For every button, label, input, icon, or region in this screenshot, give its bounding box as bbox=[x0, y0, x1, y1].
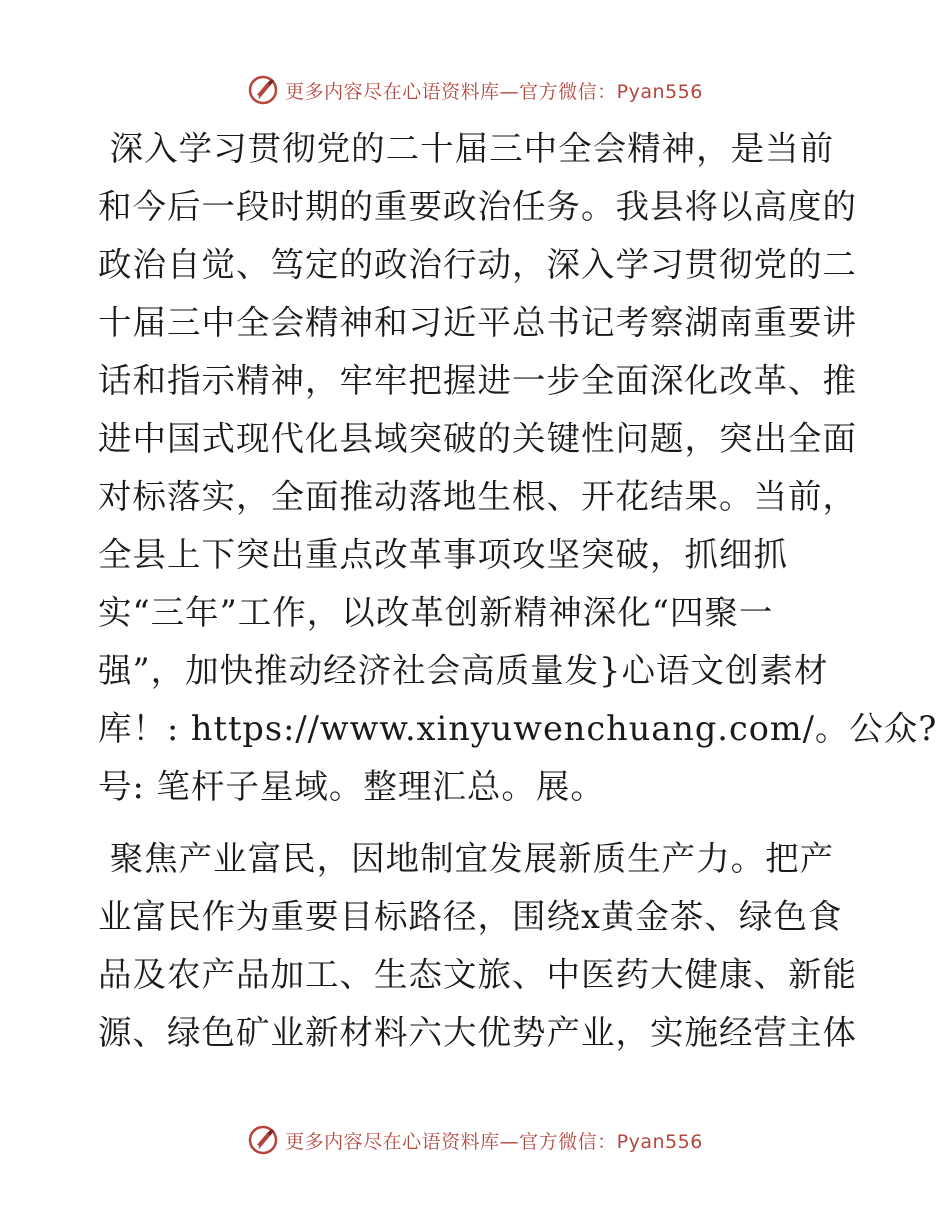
text-line: 对标落实，全面推动落地生根、开花结果。当前， bbox=[98, 477, 857, 516]
text-line: 和今后一段时期的重要政治任务。我县将以高度的 bbox=[98, 187, 857, 226]
quill-logo-icon bbox=[247, 1124, 279, 1156]
text-line: 业富民作为重要目标路径，围绕x黄金茶、绿色食 bbox=[98, 897, 843, 936]
text-line: 实“三年”工作，以改革创新精神深化“四聚一 bbox=[98, 593, 774, 632]
footer-watermark bbox=[0, 1120, 950, 1160]
text-line: 品及农产品加工、生态文旅、中医药大健康、新能 bbox=[98, 955, 857, 994]
text-line: 十届三中全会精神和习近平总书记考察湖南重要讲 bbox=[98, 303, 857, 342]
text-line: 强”，加快推动经济社会高质量发}心语文创素材 bbox=[98, 651, 829, 690]
text-line: 聚焦产业富民，因地制宜发展新质生产力。把产 bbox=[98, 839, 835, 878]
text-line: 源、绿色矿业新材料六大优势产业，实施经营主体 bbox=[98, 1013, 857, 1052]
text-line: 进中国式现代化县域突破的关键性问题，突出全面 bbox=[98, 419, 857, 458]
text-line: 深入学习贯彻党的二十届三中全会精神，是当前 bbox=[98, 129, 835, 168]
text-line: 话和指示精神，牢牢把握进一步全面深化改革、推 bbox=[98, 361, 857, 400]
footer-watermark-text: 更多内容尽在心语资料库—官方微信：Pyan556 bbox=[285, 1130, 703, 1153]
text-line: 全县上下突出重点改革事项攻坚突破，抓细抓 bbox=[98, 535, 788, 574]
text-line: 库！: https://www.xinyuwenchuang.com/。公众? bbox=[98, 709, 938, 748]
text-line: 政治自觉、笃定的政治行动，深入学习贯彻党的二 bbox=[98, 245, 857, 284]
text-line: 号: 笔杆子星域。整理汇总。展。 bbox=[98, 767, 605, 806]
header-watermark-text: 更多内容尽在心语资料库—官方微信：Pyan556 bbox=[285, 80, 703, 103]
header-watermark bbox=[0, 70, 950, 110]
quill-logo-icon bbox=[247, 74, 279, 106]
